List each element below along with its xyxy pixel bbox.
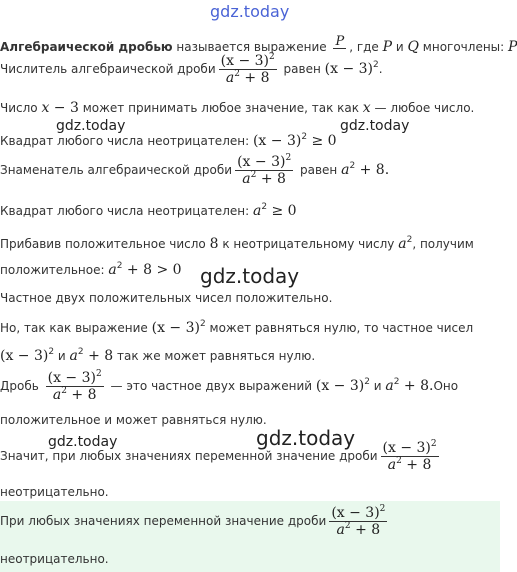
text-line: Квадрат любого числа неотрицателен: $(x - 3)^2 \ge 0$ (0, 132, 337, 149)
numerator-line: Числитель алгебраической дроби $\frac{(x - 3)^2}{a^2 + 8}$ равен $(x - 3)^2$. (0, 52, 383, 86)
answer-box (0, 501, 500, 572)
text-line: Число x − 3 может принимать любое значение, так как x — любое число. (0, 100, 475, 116)
fraction: $\frac{(x - 3)^2}{a^2 + 8}$ (237, 153, 292, 187)
fraction: $\frac{(x - 3)^2}{a^2 + 8}$ (382, 439, 437, 473)
term-bold: Алгебраической дробью (0, 40, 173, 54)
denominator-line: Знаменатель алгебраической дроби $\frac{(x - 3)^2}{a^2 + 8}$ равен $a^2 + 8$. (0, 153, 390, 187)
watermark: gdz.today (256, 426, 356, 450)
fraction-line: Дробь $\frac{(x - 3)^2}{a^2 + 8}$ — это частное двух выражений $(x - 3)^2$ и $a^2 + 8.Оно$ (0, 369, 459, 403)
fraction-pq: P (335, 34, 345, 49)
answer-line-2: неотрицательно. (0, 552, 109, 566)
text-line: Частное двух положительных чисел положительно. (0, 291, 333, 305)
answer-line: При любых значениях переменной значение дроби $\frac{(x - 3)^2}{a^2 + 8}$ (0, 504, 386, 538)
watermark: gdz.today (200, 264, 300, 288)
text-line: неотрицательно. (0, 485, 109, 499)
text-line: $(x - 3)^2$ и $a^2 + 8$ так же может равняться нулю. (0, 347, 316, 364)
watermark: gdz.today (340, 118, 410, 134)
text-line: положительное и может равняться нулю. (0, 413, 267, 427)
text-line: Но, так как выражение $(x - 3)^2$ может равняться нулю, то частное чисел (0, 319, 474, 336)
conclusion-line: Значит, при любых значениях переменной значение дроби $\frac{(x - 3)^2}{a^2 + 8}$ (0, 439, 437, 473)
text-line: Квадрат любого числа неотрицателен: $a^2 \ge 0$ (0, 202, 297, 219)
fraction: $\frac{(x - 3)^2}{a^2 + 8}$ (331, 504, 386, 538)
definition-line: Алгебраической дробью называется выражение P , где P и Q многочлены: P (0, 34, 517, 55)
watermark: gdz.today (56, 118, 126, 134)
text-line: Прибавив положительное число 8 к неотрицательному числу $a^2$, получим (0, 235, 474, 252)
fraction: $\frac{(x - 3)^2}{a^2 + 8}$ (220, 52, 275, 86)
fraction: $\frac{(x - 3)^2}{a^2 + 8}$ (47, 369, 102, 403)
text-line: положительное: $a^2 + 8 > 0$ (0, 261, 182, 278)
watermark-top: gdz.today (210, 2, 290, 21)
watermark: gdz.today (48, 434, 118, 450)
